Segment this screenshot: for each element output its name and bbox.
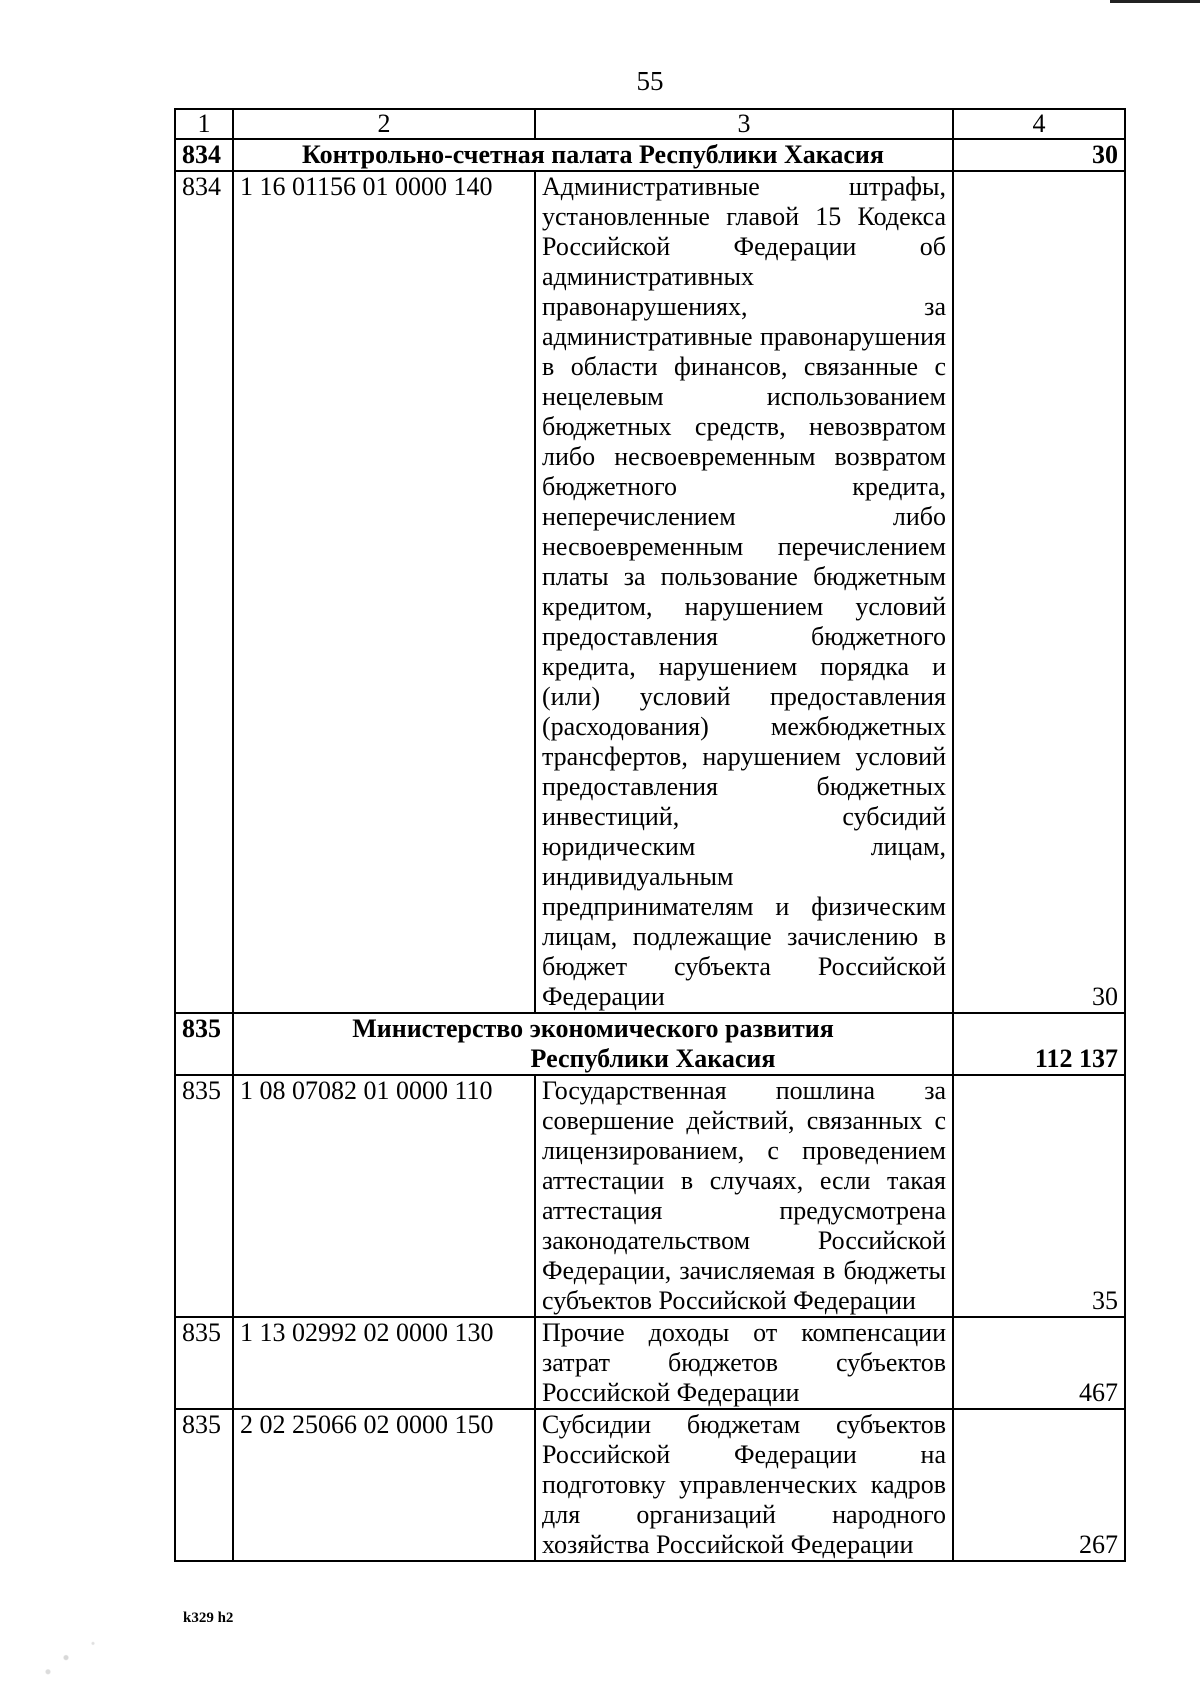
admin-code: 835 xyxy=(175,1317,233,1409)
column-number: 1 xyxy=(175,109,233,139)
section-code: 834 xyxy=(175,139,233,171)
revenue-description: Прочие доходы от компенсации затрат бюджетов субъектов Российской Федерации xyxy=(535,1317,953,1409)
table-row xyxy=(175,171,1125,1013)
document-footer-code: k329 h2 xyxy=(183,1610,234,1626)
amount: 30 xyxy=(953,171,1125,1013)
kbk-code: 1 13 02992 02 0000 130 xyxy=(233,1317,535,1409)
admin-code: 835 xyxy=(175,1409,233,1561)
amount: 267 xyxy=(953,1409,1125,1561)
revenue-description: Административные штрафы, установленные главой 15 Кодекса Российской Федерации об административных правонарушениях, за административные правонарушения в области финансов, связанные с нецелевым использованием бюджетных средств, невозвратом либо несвоевременным возвратом бюджетного кредита, неперечислением либо несвоевременным перечислением платы за пользование бюджетным кредитом, нарушением условий предоставления бюджетного кредита, нарушением порядка и (или) условий предоставления (расходования) межбюджетных трансфертов, нарушением условий предоставления бюджетных инвестиций, субсидий юридическим лицам, индивидуальным предпринимателям и физическим лицам, подлежащие зачислению в бюджет субъекта Российской Федерации xyxy=(535,171,953,1013)
column-number: 3 xyxy=(535,109,953,139)
column-number-row xyxy=(175,109,1125,139)
page-number: 55 xyxy=(636,66,664,96)
table-row xyxy=(175,1409,1125,1561)
kbk-code: 2 02 25066 02 0000 150 xyxy=(233,1409,535,1561)
amount: 35 xyxy=(953,1075,1125,1317)
section-title xyxy=(233,1013,953,1075)
scan-edge-line xyxy=(1110,0,1200,3)
section-title: Контрольно-счетная палата Республики Хакасия xyxy=(233,139,953,171)
section-row-834 xyxy=(175,139,1125,171)
section-total: 112 137 xyxy=(953,1013,1125,1075)
column-number: 2 xyxy=(233,109,535,139)
amount: 467 xyxy=(953,1317,1125,1409)
revenue-description: Субсидии бюджетам субъектов Российской Федерации на подготовку управленческих кадров для организаций народного хозяйства Российской Федерации xyxy=(535,1409,953,1561)
section-row-835 xyxy=(175,1013,1125,1075)
column-number: 4 xyxy=(953,109,1125,139)
kbk-code: 1 08 07082 01 0000 110 xyxy=(233,1075,535,1317)
section-code: 835 xyxy=(175,1013,233,1075)
admin-code: 835 xyxy=(175,1075,233,1317)
revenue-description: Государственная пошлина за совершение действий, связанных с лицензированием, с проведением аттестации в случаях, если такая аттестация предусмотрена законодательством Российской Федерации, зачисляемая в бюджеты субъектов Российской Федерации xyxy=(535,1075,953,1317)
table-row xyxy=(175,1317,1125,1409)
admin-code: 834 xyxy=(175,171,233,1013)
scan-artifact xyxy=(30,1615,120,1686)
section-title-line: Министерство экономического развития xyxy=(352,1014,834,1043)
section-title-line: Республики Хакасия xyxy=(530,1044,776,1073)
kbk-code: 1 16 01156 01 0000 140 xyxy=(233,171,535,1013)
table-row xyxy=(175,1075,1125,1317)
section-total: 30 xyxy=(953,139,1125,171)
revenue-table xyxy=(174,108,1126,1562)
